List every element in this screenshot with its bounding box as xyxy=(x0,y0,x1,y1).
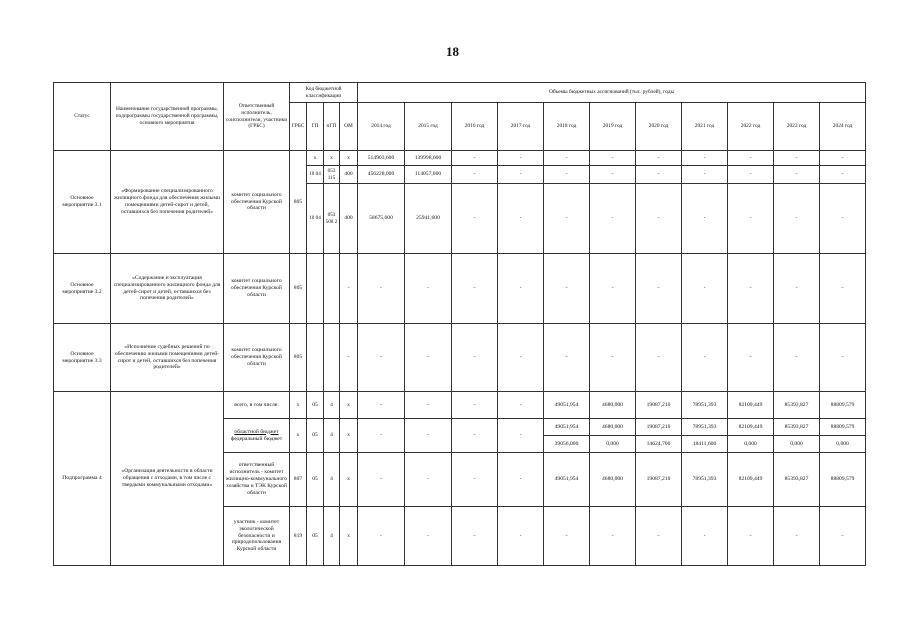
value-cell: 49051,954 xyxy=(544,392,590,419)
sub4-total-label: всего, в том числе: xyxy=(224,392,290,419)
m32-pgp xyxy=(324,254,340,324)
value-cell: - xyxy=(544,151,590,166)
value-cell: - xyxy=(498,184,544,254)
m31-pgp: 053 508 2 xyxy=(324,184,340,254)
value-cell: 139998,600 xyxy=(405,151,452,166)
header-year: 2016 год xyxy=(452,103,498,151)
value-cell: 0,000 xyxy=(590,436,636,453)
value-cell: - xyxy=(452,166,498,184)
sub4-participant-gp: 05 xyxy=(307,507,324,566)
header-gp: ГП xyxy=(307,103,324,151)
value-cell: - xyxy=(820,151,866,166)
value-cell: - xyxy=(498,151,544,166)
sub4-total-gp: 05 xyxy=(307,392,324,419)
value-cell: - xyxy=(682,151,728,166)
value-cell: - xyxy=(498,419,544,453)
value-cell: - xyxy=(498,324,544,392)
value-cell: - xyxy=(636,151,682,166)
m32-name: «Содержание и эксплуатация специализированного жилищного фонда для детей-сирот и детей, оставшихся без попечения родителей» xyxy=(111,254,224,324)
value-cell: - xyxy=(590,324,636,392)
value-cell: - xyxy=(452,184,498,254)
m31-grbs: 805 xyxy=(290,151,307,254)
header-year: 2021 год xyxy=(682,103,728,151)
sub4-name: «Организация деятельности в области обращения с отходами, в том числе с твердыми коммунальными отходами» xyxy=(111,392,224,566)
value-cell: 49051,954 xyxy=(544,453,590,507)
value-cell: - xyxy=(498,166,544,184)
value-cell: 82109,449 xyxy=(728,453,774,507)
value-cell: - xyxy=(358,507,405,566)
sub4-participant-pgp: 4 xyxy=(324,507,340,566)
sub4-regional-label: областной бюджет xyxy=(234,428,279,435)
sub4-budget-labels xyxy=(224,419,290,453)
value-cell: 78951,393 xyxy=(682,453,728,507)
value-cell: - xyxy=(728,507,774,566)
value-cell: 88809,579 xyxy=(820,392,866,419)
value-cell: - xyxy=(358,419,405,453)
value-cell: - xyxy=(682,324,728,392)
value-cell: - xyxy=(405,419,452,453)
value-cell: 14624,700 xyxy=(636,436,682,453)
value-cell: - xyxy=(774,254,820,324)
value-cell: - xyxy=(452,324,498,392)
header-pgp: пГП xyxy=(324,103,340,151)
header-row-1 xyxy=(54,83,866,103)
value-cell: - xyxy=(452,151,498,166)
m32-status: Основное мероприятие 3.2 xyxy=(54,254,111,324)
header-om: ОМ xyxy=(340,103,358,151)
value-cell: - xyxy=(590,166,636,184)
header-year: 2023 год xyxy=(774,103,820,151)
value-cell: - xyxy=(682,184,728,254)
value-cell: - xyxy=(452,419,498,453)
m32-row xyxy=(54,254,866,324)
value-cell: - xyxy=(358,324,405,392)
value-cell: 4680,000 xyxy=(590,419,636,436)
sub4-regional-grbs: х xyxy=(290,419,307,453)
value-cell: - xyxy=(636,507,682,566)
header-year: 2022 год xyxy=(728,103,774,151)
m31-pgp: х xyxy=(324,151,340,166)
value-cell: - xyxy=(728,184,774,254)
value-cell: - xyxy=(820,507,866,566)
m31-gp: х xyxy=(307,151,324,166)
header-responsible: Ответственный исполнитель, соисполнители, участники (ГРБС) xyxy=(224,83,290,151)
value-cell: 88809,579 xyxy=(820,419,866,436)
value-cell: - xyxy=(498,392,544,419)
value-cell: - xyxy=(590,151,636,166)
m32-responsible: комитет социального обеспечения Курской области xyxy=(224,254,290,324)
value-cell: - xyxy=(820,166,866,184)
value-cell: 114057,000 xyxy=(405,166,452,184)
page-number: 18 xyxy=(446,44,459,59)
value-cell: - xyxy=(358,392,405,419)
value-cell: - xyxy=(452,254,498,324)
sub4-regional-om: х xyxy=(340,419,358,453)
value-cell: 19087,210 xyxy=(636,453,682,507)
m33-pgp xyxy=(324,324,340,392)
header-name: Наименование государственной программы, подпрограммы государственной программы, основного мероприятия xyxy=(111,83,224,151)
value-cell: - xyxy=(498,507,544,566)
value-cell: - xyxy=(405,392,452,419)
sub4-federal-label: федеральный бюджет xyxy=(230,435,283,442)
value-cell: 456228,000 xyxy=(358,166,405,184)
value-cell: - xyxy=(590,254,636,324)
m31-responsible: комитет социального обеспечения Курской области xyxy=(224,151,290,254)
sub4-total-om: х xyxy=(340,392,358,419)
value-cell: 78951,393 xyxy=(682,419,728,436)
value-cell: - xyxy=(728,151,774,166)
m33-responsible: комитет социального обеспечения Курской области xyxy=(224,324,290,392)
value-cell: - xyxy=(358,254,405,324)
m31-om: 400 xyxy=(340,166,358,184)
value-cell: - xyxy=(728,166,774,184)
value-cell: - xyxy=(405,453,452,507)
header-code-group: Код бюджетной классификации xyxy=(290,83,358,103)
value-cell: - xyxy=(682,166,728,184)
m32-grbs: 805 xyxy=(290,254,307,324)
value-cell: 0,000 xyxy=(728,436,774,453)
value-cell: - xyxy=(728,324,774,392)
value-cell: 19087,210 xyxy=(636,392,682,419)
value-cell: - xyxy=(544,507,590,566)
value-cell: - xyxy=(682,507,728,566)
sub4-participant-label: участник - комитет экологической безопасности и природопользования Курской области xyxy=(224,507,290,566)
sub4-regional-pgp: 4 xyxy=(324,419,340,453)
header-volumes-group: Объемы бюджетных ассигнований (тыс. рублей), годы xyxy=(358,83,866,103)
header-year: 2018 год xyxy=(544,103,590,151)
value-cell: - xyxy=(682,254,728,324)
value-cell: - xyxy=(544,166,590,184)
value-cell: - xyxy=(405,254,452,324)
m31-status: Основное мероприятие 3.1 xyxy=(54,151,111,254)
header-status: Статус xyxy=(54,83,111,151)
header-year: 2019 год xyxy=(590,103,636,151)
value-cell: 49051,954 xyxy=(544,419,590,436)
value-cell: - xyxy=(636,166,682,184)
m33-gp xyxy=(307,324,324,392)
value-cell: 18411,600 xyxy=(682,436,728,453)
value-cell: 4680,000 xyxy=(590,453,636,507)
budget-table xyxy=(53,82,866,566)
sub4-total-row xyxy=(54,392,866,419)
m33-grbs: 805 xyxy=(290,324,307,392)
value-cell: 58675,600 xyxy=(358,184,405,254)
value-cell: 78951,393 xyxy=(682,392,728,419)
value-cell: 19087,210 xyxy=(636,419,682,436)
m31-name: «Формирование специализированного жилищного фонда для обеспечения жилыми помещениями детей-сирот и детей, оставшихся без попечения родителей» xyxy=(111,151,224,254)
value-cell: 82109,449 xyxy=(728,419,774,436)
value-cell: - xyxy=(774,151,820,166)
value-cell: 0,000 xyxy=(820,436,866,453)
value-cell: - xyxy=(405,324,452,392)
value-cell: - xyxy=(590,184,636,254)
value-cell: 88809,579 xyxy=(820,453,866,507)
sub4-participant-grbs: 819 xyxy=(290,507,307,566)
value-cell: 82109,449 xyxy=(728,392,774,419)
value-cell: - xyxy=(820,254,866,324)
header-year: 2015 год xyxy=(405,103,452,151)
value-cell: - xyxy=(774,507,820,566)
value-cell: - xyxy=(405,507,452,566)
value-cell: - xyxy=(498,254,544,324)
m33-status: Основное мероприятие 3.3 xyxy=(54,324,111,392)
value-cell: - xyxy=(636,254,682,324)
value-cell: - xyxy=(544,184,590,254)
value-cell: 39056,000 xyxy=(544,436,590,453)
value-cell: - xyxy=(358,453,405,507)
value-cell: - xyxy=(544,254,590,324)
value-cell: 85393,827 xyxy=(774,453,820,507)
sub4-executor-gp: 05 xyxy=(307,453,324,507)
value-cell: - xyxy=(452,507,498,566)
sub4-total-grbs: х xyxy=(290,392,307,419)
value-cell: - xyxy=(728,254,774,324)
sub4-executor-label: ответственный исполнитель - комитет жилищно-коммунального хозяйства и ТЭК Курской области xyxy=(224,453,290,507)
m32-gp xyxy=(307,254,324,324)
value-cell: 4680,000 xyxy=(590,392,636,419)
m33-row xyxy=(54,324,866,392)
sub4-executor-om: х xyxy=(340,453,358,507)
value-cell: - xyxy=(774,184,820,254)
m33-name: «Исполнение судебных решений по обеспечению жилыми помещениями детей-сирот и детей, оставшихся без попечения родителей» xyxy=(111,324,224,392)
header-year: 2020 год xyxy=(636,103,682,151)
sub4-executor-grbs: 807 xyxy=(290,453,307,507)
sub4-total-pgp: 4 xyxy=(324,392,340,419)
value-cell: 0,000 xyxy=(774,436,820,453)
sub4-status: Подпрограмма 4 xyxy=(54,392,111,566)
value-cell: - xyxy=(452,392,498,419)
value-cell: - xyxy=(636,324,682,392)
value-cell: 85393,827 xyxy=(774,419,820,436)
sub4-participant-om: х xyxy=(340,507,358,566)
m31-row-1 xyxy=(54,151,866,166)
value-cell: 514903,600 xyxy=(358,151,405,166)
value-cell: - xyxy=(636,184,682,254)
m33-om: - xyxy=(340,324,358,392)
header-year: 2014 год xyxy=(358,103,405,151)
value-cell: - xyxy=(774,324,820,392)
value-cell: - xyxy=(452,453,498,507)
sub4-executor-pgp: 4 xyxy=(324,453,340,507)
m31-pgp: 053 115 xyxy=(324,166,340,184)
value-cell: - xyxy=(820,184,866,254)
value-cell: - xyxy=(774,166,820,184)
header-year: 2024 год xyxy=(820,103,866,151)
m31-om: 400 xyxy=(340,184,358,254)
value-cell: 25941,600 xyxy=(405,184,452,254)
value-cell: - xyxy=(590,507,636,566)
m31-gp: 10 04 xyxy=(307,184,324,254)
value-cell: - xyxy=(498,453,544,507)
m31-gp: 10 04 xyxy=(307,166,324,184)
header-grbs: ГРБС xyxy=(290,103,307,151)
value-cell: - xyxy=(820,324,866,392)
m32-om: - xyxy=(340,254,358,324)
m31-om: х xyxy=(340,151,358,166)
header-year: 2017 год xyxy=(498,103,544,151)
value-cell: - xyxy=(544,324,590,392)
value-cell: 85393,827 xyxy=(774,392,820,419)
sub4-regional-gp: 05 xyxy=(307,419,324,453)
